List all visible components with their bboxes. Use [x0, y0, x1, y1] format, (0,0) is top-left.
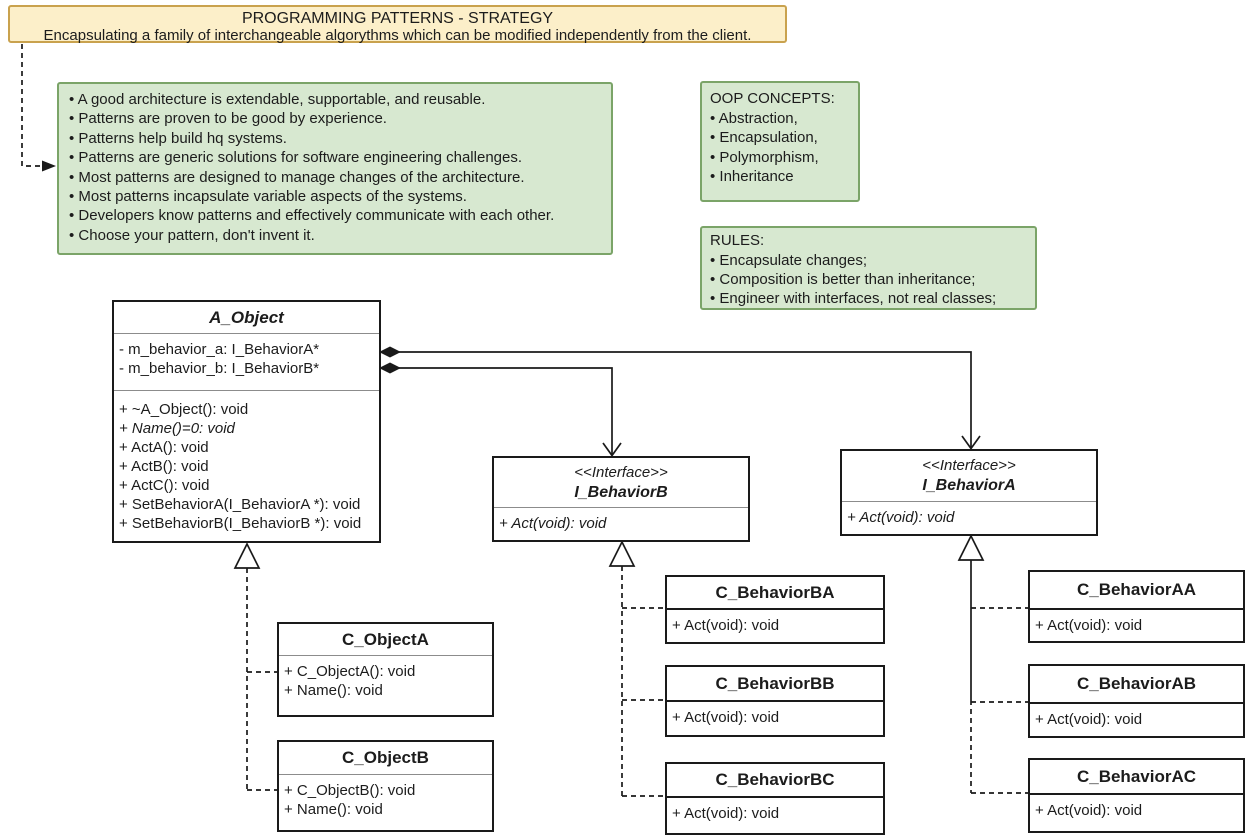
interface-header: [842, 451, 1096, 501]
method-line: + Act(void): void: [1035, 617, 1143, 634]
method-line: + ActA(): void: [119, 439, 209, 456]
methods-compartment: [279, 655, 492, 715]
interface-i-behavior-a: [840, 449, 1098, 536]
composition-connector-behavior-b: [381, 364, 621, 456]
class-title: C_BehaviorAC: [1076, 766, 1197, 786]
class-title: C_ObjectA: [342, 629, 429, 649]
diagram-subtitle: Encapsulating a family of interchangeable algorythms which can be modified independently from the client.: [43, 27, 752, 44]
attribute-line: - m_behavior_b: I_BehaviorB*: [119, 360, 320, 377]
bullet-item: • Engineer with interfaces, not real classes;: [710, 289, 1027, 308]
class-title: A_Object: [209, 307, 284, 327]
attribute-line: - m_behavior_a: I_BehaviorA*: [119, 341, 320, 358]
class-c-behavior-bc: [665, 762, 885, 835]
class-title: C_BehaviorBA: [715, 582, 835, 602]
interface-name: I_BehaviorA: [922, 477, 1016, 494]
rules-list: [710, 251, 1027, 308]
architecture-note: [57, 82, 613, 255]
class-a-object: [112, 300, 381, 543]
bullet-item: • Composition is better than inheritance;: [710, 270, 1027, 289]
methods-compartment: [494, 507, 748, 540]
title-note: [8, 5, 787, 43]
method-line: + C_ObjectA(): void: [284, 663, 416, 680]
class-title: C_BehaviorBC: [715, 770, 835, 789]
oop-concepts-list: [710, 109, 850, 187]
interface-i-behavior-b: [492, 456, 750, 542]
oop-concepts-heading: OOP CONCEPTS:: [710, 90, 835, 107]
stereotype-label: <<Interface>>: [574, 464, 668, 481]
realization-behaviors-b: [610, 542, 665, 796]
rules-heading: RULES:: [710, 232, 765, 249]
bullet-item: • Most patterns are designed to manage changes of the architecture.: [69, 168, 601, 187]
oop-concepts-note: [700, 81, 860, 202]
method-line: + SetBehaviorA(I_BehaviorA *): void: [119, 496, 361, 513]
methods-compartment: [114, 390, 379, 541]
method-line: + Name(): void: [284, 801, 383, 818]
methods-compartment: [667, 796, 883, 833]
method-line: + Act(void): void: [499, 515, 607, 532]
composition-connector-behavior-a: [381, 348, 980, 449]
method-line: + Act(void): void: [1035, 802, 1143, 819]
method-line: + Act(void): void: [672, 709, 780, 726]
method-line: + Act(void): void: [672, 617, 780, 634]
methods-compartment: [667, 700, 883, 735]
class-title: C_ObjectB: [342, 748, 429, 767]
method-line: + Act(void): void: [847, 509, 955, 526]
note-pointer-arrow: [22, 44, 56, 172]
class-c-behavior-bb: [665, 665, 885, 737]
bullet-item: • Developers know patterns and effectively communicate with each other.: [69, 206, 601, 225]
method-line: + Name()=0: void: [119, 420, 235, 437]
bullet-item: • Encapsulate changes;: [710, 251, 1027, 270]
realization-behaviors-a: [959, 536, 1028, 793]
methods-compartment: [1030, 608, 1243, 641]
interface-name: I_BehaviorB: [574, 484, 668, 501]
bullet-item: • Polymorphism,: [710, 148, 850, 167]
bullet-item: • Patterns are proven to be good by experience.: [69, 109, 601, 128]
method-line: + ActB(): void: [119, 458, 209, 475]
bullet-item: • A good architecture is extendable, supportable, and reusable.: [69, 90, 601, 109]
class-title: C_BehaviorAA: [1076, 580, 1197, 599]
method-line: + Name(): void: [284, 682, 383, 699]
diagram-title: PROGRAMMING PATTERNS - STRATEGY: [241, 10, 554, 27]
class-c-behavior-ab: [1028, 664, 1245, 738]
bullet-item: • Patterns are generic solutions for software engineering challenges.: [69, 148, 601, 167]
class-c-behavior-aa: [1028, 570, 1245, 643]
class-title: C_BehaviorBB: [715, 673, 835, 693]
class-c-behavior-ba: [665, 575, 885, 644]
method-line: + ActC(): void: [119, 477, 210, 494]
methods-compartment: [279, 774, 492, 830]
method-line: + ~A_Object(): void: [119, 401, 249, 418]
class-c-object-a: [277, 622, 494, 717]
method-line: + SetBehaviorB(I_BehaviorB *): void: [119, 515, 362, 532]
class-c-behavior-ac: [1028, 758, 1245, 833]
method-line: + Act(void): void: [672, 805, 780, 822]
bullet-item: • Encapsulation,: [710, 128, 850, 147]
bullet-item: • Choose your pattern, don't invent it.: [69, 226, 601, 245]
architecture-bullet-list: [69, 90, 601, 245]
class-title: C_BehaviorAB: [1076, 674, 1197, 693]
methods-compartment: [842, 501, 1096, 534]
bullet-item: • Most patterns incapsulate variable aspects of the systems.: [69, 187, 601, 206]
rules-note: [700, 226, 1037, 310]
bullet-item: • Inheritance: [710, 167, 850, 186]
methods-compartment: [1030, 793, 1243, 831]
methods-compartment: [1030, 702, 1243, 736]
bullet-item: • Abstraction,: [710, 109, 850, 128]
stereotype-label: <<Interface>>: [922, 457, 1016, 474]
method-line: + Act(void): void: [1035, 711, 1143, 728]
bullet-item: • Patterns help build hq systems.: [69, 129, 601, 148]
attributes-compartment: [114, 333, 379, 390]
interface-header: [494, 458, 748, 507]
method-line: + C_ObjectB(): void: [284, 782, 416, 799]
methods-compartment: [667, 608, 883, 642]
class-c-object-b: [277, 740, 494, 832]
generalization-objects: [235, 544, 277, 790]
